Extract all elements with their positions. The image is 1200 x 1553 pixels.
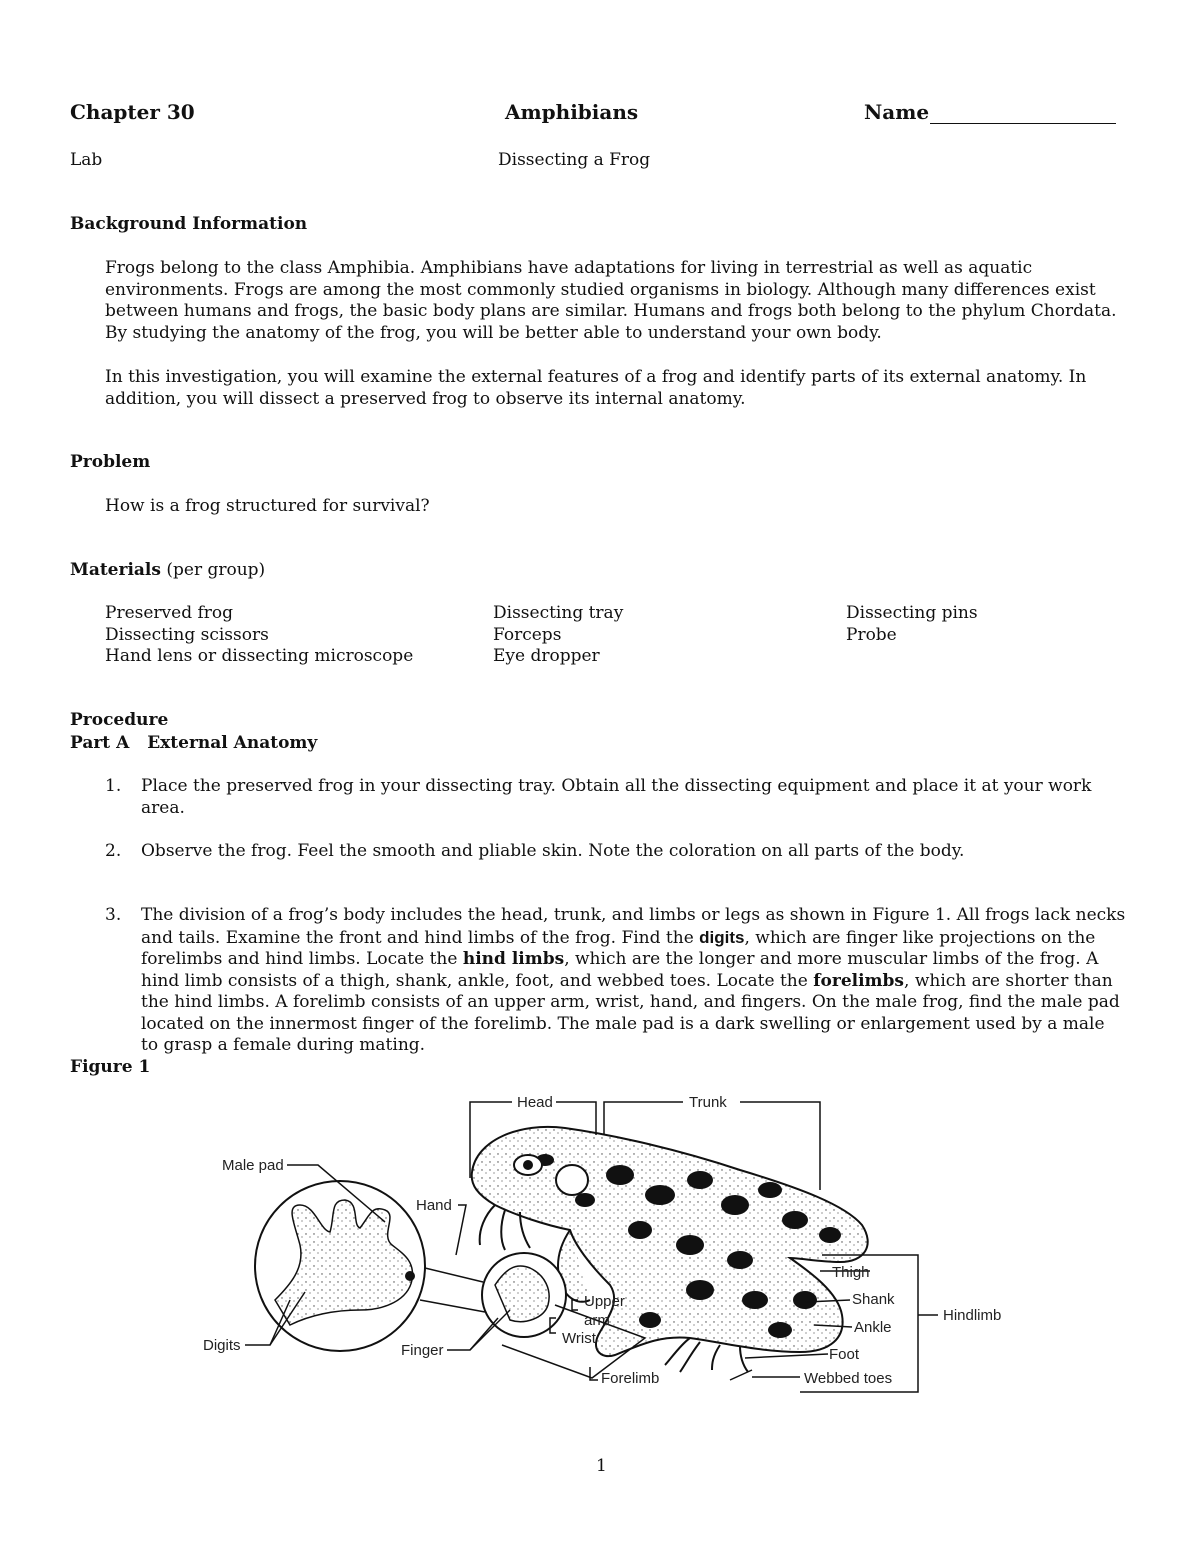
procedure-heading: Procedure <box>70 710 169 730</box>
step-number: 3. <box>105 905 122 925</box>
materials-note: (per group) <box>166 560 266 580</box>
part-label: Part A <box>70 733 130 753</box>
term-digits: digits <box>699 927 745 947</box>
term-forelimbs: forelimbs <box>813 970 905 991</box>
step-text-part: The division of a frog’s body includes the head, trunk, and limbs or legs as shown in Figure 1. All frogs lack necks and tails. Examine the front and hind limbs of the frog. Find the <box>141 905 1126 948</box>
label-wrist: Wrist <box>562 1330 596 1347</box>
chapter-label: Chapter 30 <box>70 100 195 124</box>
label-digits: Digits <box>203 1337 241 1354</box>
label-upper-arm-2: arm <box>584 1312 610 1329</box>
problem-question: How is a frog structured for survival? <box>105 496 430 516</box>
name-label: Name <box>864 100 930 124</box>
label-webbed-toes: Webbed toes <box>804 1370 893 1387</box>
figure-label: Figure 1 <box>70 1057 151 1077</box>
label-ankle: Ankle <box>854 1319 892 1336</box>
lab-title: Dissecting a Frog <box>498 150 651 170</box>
step-number: 1. <box>105 776 122 796</box>
label-shank: Shank <box>852 1291 895 1308</box>
male-pad-spot <box>405 1271 415 1281</box>
page-title: Amphibians <box>505 100 639 124</box>
background-paragraph-1: Frogs belong to the class Amphibia. Amphibians have adaptations for living in terrestrial as well as aquatic environments. Frogs are among the most commonly studied organisms in biology. Although many differences exist between humans and frogs, the basic body plans are similar. Humans and frogs both belong to the phylum Chordata. By studying the anatomy of the frog, you will be better able to understand your own body. <box>105 258 1117 343</box>
label-hindlimb: Hindlimb <box>943 1307 1002 1324</box>
label-thigh: Thigh <box>832 1264 870 1281</box>
materials-title: Materials <box>70 560 161 580</box>
step-number: 2. <box>105 841 122 861</box>
step-text-part: , which are finger like projections on the forelimbs and hind limbs. Locate the <box>141 927 1096 969</box>
material-item: Eye dropper <box>493 646 600 666</box>
material-item: Preserved frog <box>105 603 234 623</box>
label-male-pad: Male pad <box>222 1157 284 1174</box>
material-item: Hand lens or dissecting microscope <box>105 646 414 666</box>
problem-heading: Problem <box>70 452 151 472</box>
step-text: Observe the frog. Feel the smooth and pliable skin. Note the coloration on all parts of the body. <box>141 841 965 861</box>
frog-tympanum <box>556 1165 588 1195</box>
label-head: Head <box>517 1094 553 1111</box>
label-upper-arm-1: Upper <box>584 1293 625 1310</box>
label-finger: Finger <box>401 1342 444 1359</box>
material-item: Dissecting pins <box>846 603 978 623</box>
step-text: Place the preserved frog in your dissecting tray. Obtain all the dissecting equipment and place it at your work area. <box>141 776 1092 818</box>
lab-label: Lab <box>70 150 103 170</box>
material-item: Dissecting scissors <box>105 624 269 645</box>
material-item: Forceps <box>493 624 562 645</box>
material-item: Dissecting tray <box>493 603 624 623</box>
background-paragraph-2: In this investigation, you will examine the external features of a frog and identify parts of its external anatomy. In addition, you will dissect a preserved frog to observe its internal anatomy. <box>105 367 1087 409</box>
label-foot: Foot <box>829 1346 860 1363</box>
part-title: External Anatomy <box>147 733 318 753</box>
label-hand: Hand <box>416 1197 452 1214</box>
label-trunk: Trunk <box>689 1094 727 1111</box>
background-heading: Background Information <box>70 214 308 234</box>
label-forelimb: Forelimb <box>601 1370 660 1387</box>
material-item: Probe <box>846 624 897 645</box>
term-hind-limbs: hind limbs <box>462 949 565 969</box>
step-text-part: , which are the longer and more muscular limbs of the frog. A hind limb consists of a thigh, shank, ankle, foot, and webbed toes. Locate the <box>141 949 1099 991</box>
page-number: 1 <box>596 1456 607 1476</box>
step-text-part: , which are shorter than the hind limbs. A forelimb consists of an upper arm, wrist, hand, and fingers. On the male frog, find the male pad located on the innermost finger of the forelimb. The male pad is a dark swelling or enlargement used by a male to grasp a female during mating. <box>141 970 1120 1055</box>
